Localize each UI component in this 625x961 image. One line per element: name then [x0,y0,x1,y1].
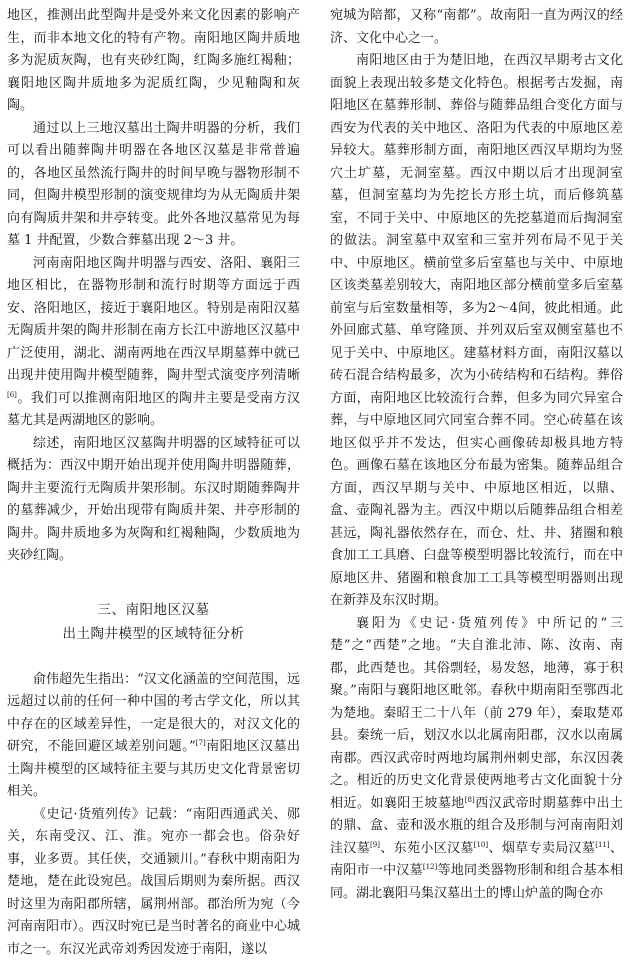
paragraph-text: 、烟草专卖局汉墓 [488,841,595,856]
paragraph: 通过以上三地汉墓出土陶井明器的分析，我们可以看出随葬陶井明器在各地区汉墓是非常普遍的，各地区虽然流行陶井的时间早晚与器物形制不同，但陶井模型形制的演变规律均为从无陶质井架向有陶质井架和井亭转变。此外各地汉墓常见为每墓 1 井配置，少数合葬墓出现 2～3 井。 [7,118,300,253]
section-heading [7,598,300,646]
paragraph-text: 。我们可以推测南阳地区的陶井主要是受南方汉墓尤其是两湖地区的影响。 [7,391,300,429]
paragraph: 宛城为陪都，又称“南都”。故南阳一直为两汉的经济、文化中心之一。 [330,5,623,50]
paragraph: 《史记·货殖列传》记载：“南阳西通武关、郧关，东南受汉、江、淮。宛亦一都会也。俗杂好事，业多贾。其任侠，交通颍川。”春秋中期南阳为楚地，楚在此设宛邑。战国后期则为秦所据。西汉时这里为南阳郡所辖，属荆州部。郡治所为宛（今河南南阳市）。西汉时宛已是当时著名的商业中心城市之一。东汉光武帝刘秀因发迹于南阳，遂以 [7,804,300,961]
paragraph [330,613,623,906]
paragraph-text: 南阳地区汉墓出土陶井模型的区域特征主要与其历史文化背景密切相关。 [7,739,300,799]
paragraph-text: 西汉武帝时期墓葬中出土的鼎、盒、壶和汲水瓶的组合及形制与河南南阳刘洼汉墓 [330,796,623,856]
paragraph-text: 河南南阳地区陶井明器与西安、洛阳、襄阳三地区相比，在器物形制和流行时期等方面远于西安、洛阳地区，接近于襄阳地区。特别是南阳汉墓无陶质井架的陶井形制在南方长江中游地区汉墓中广泛使用，湖北、湖南两地在西汉早期墓葬中就已出现井使用陶井模型随葬，陶井型式演变序列清晰 [7,256,300,384]
paragraph-text: 等地同类器物形制和组合基本相同。湖北襄阳马集汉墓出土的博山炉盖的陶仓亦 [330,863,623,901]
citation-ref: [10] [474,841,488,849]
right-column [330,5,623,905]
paragraph-text: 、南阳市一中汉墓 [330,841,623,879]
paragraph-text: 俞伟超先生指出：“汉文化涵盖的空间范围，远远超过以前的任何一种中国的考古学文化，所以其中存在的区域差异性，一定是很大的，对汉文化的研究，不能回避区域差别问题。” [7,672,300,755]
paragraph-text: 、东苑小区汉墓 [380,841,474,856]
section-heading-line: 出土陶井模型的区域特征分析 [7,622,300,646]
citation-ref: [11] [595,841,609,849]
paragraph: 地区，推测出此型陶井是受外来文化因素的影响产生，而非本地文化的特有产物。南阳地区陶井质地多为泥质灰陶，也有夹砂红陶，红陶多施红褐釉；襄阳地区陶井质地多为泥质红陶，少见釉陶和灰陶。 [7,5,300,118]
section-heading-line: 三、南阳地区汉墓 [7,598,300,622]
paragraph: 综述，南阳地区汉墓陶井明器的区域特征可以概括为：西汉中期开始出现并使用陶井明器随葬，陶井主要流行无陶质井架形制。东汉时期随葬陶井的墓葬减少，开始出现带有陶质井架、井亭形制的陶井。陶井质地多为灰陶和红褐釉陶，少数质地为夹砂红陶。 [7,433,300,568]
citation-ref: [7] [196,739,206,747]
citation-ref: [9] [370,841,380,849]
left-column [7,5,300,961]
citation-ref: [6] [7,391,17,399]
paragraph-text: 襄阳为《史记·货殖列传》中所记的“三楚”之“西楚”之地。“夫自淮北沛、陈、汝南、南郡，此西楚也。其俗剽轻，易发怒，地薄，寡于积聚。”南阳与襄阳地区毗邻。春秋中期南阳至鄂西北为楚地。秦昭王二十八年（前 279 年），秦取楚邓县。秦统一后，划汉水以北属南阳郡，汉水以南属南郡。西汉武帝时两地均属荆州刺史部，东汉因袭之。相近的历史文化背景使两地考古文化面貌十分相近。如襄阳王坡墓地 [330,616,623,811]
paragraph [7,253,300,433]
paragraph [7,669,300,804]
citation-ref: [8] [465,796,475,804]
paragraph: 南阳地区由于为楚旧地，在西汉早期考古文化面貌上表现出较多楚文化特色。根据考古发掘，南阳地区在墓葬形制、葬俗与随葬品组合变化方面与西安为代表的关中地区、洛阳为代表的中原地区差异较大。墓葬形制方面，南阳地区西汉早期均为竖穴土圹墓，无洞室墓。西汉中期以后才出现洞室墓，但洞室墓均为先挖长方形土坑，而后修筑墓室，不同于关中、中原地区的先挖墓道而后掏洞室的做法。洞室墓中双室和三室并列布局不见于关中、中原地区。横前堂多后室墓也与关中、中原地区该类墓差别较大，南阳地区部分横前堂多后室墓前室与后室数量相等，多为2～4间，彼此相通。此外回廊式墓、单穹隆顶、并列双后室双侧室墓也不见于关中、中原地区。建墓材料方面，南阳汉墓以砖石混合结构最多，次为小砖结构和石结构。葬俗方面，南阳地区比较流行合葬，但多为同穴异室合葬，与中原地区同穴同室合葬不同。空心砖墓在该地区似乎并不发达，但实心画像砖却极具地方特色。画像石墓在该地区分布最为密集。随葬品组合方面，西汉早期与关中、中原地区相近，以鼎、盒、壶陶礼器为主。西汉中期以后随葬品组合相差甚远，陶礼器依然存在，而仓、灶、井、猪圈和粮食加工工具磨、臼盘等模型明器比较流行，而在中原地区井、猪圈和粮食加工工具等模型明器则出现在新莽及东汉时期。 [330,50,623,613]
citation-ref: [12] [423,863,437,871]
